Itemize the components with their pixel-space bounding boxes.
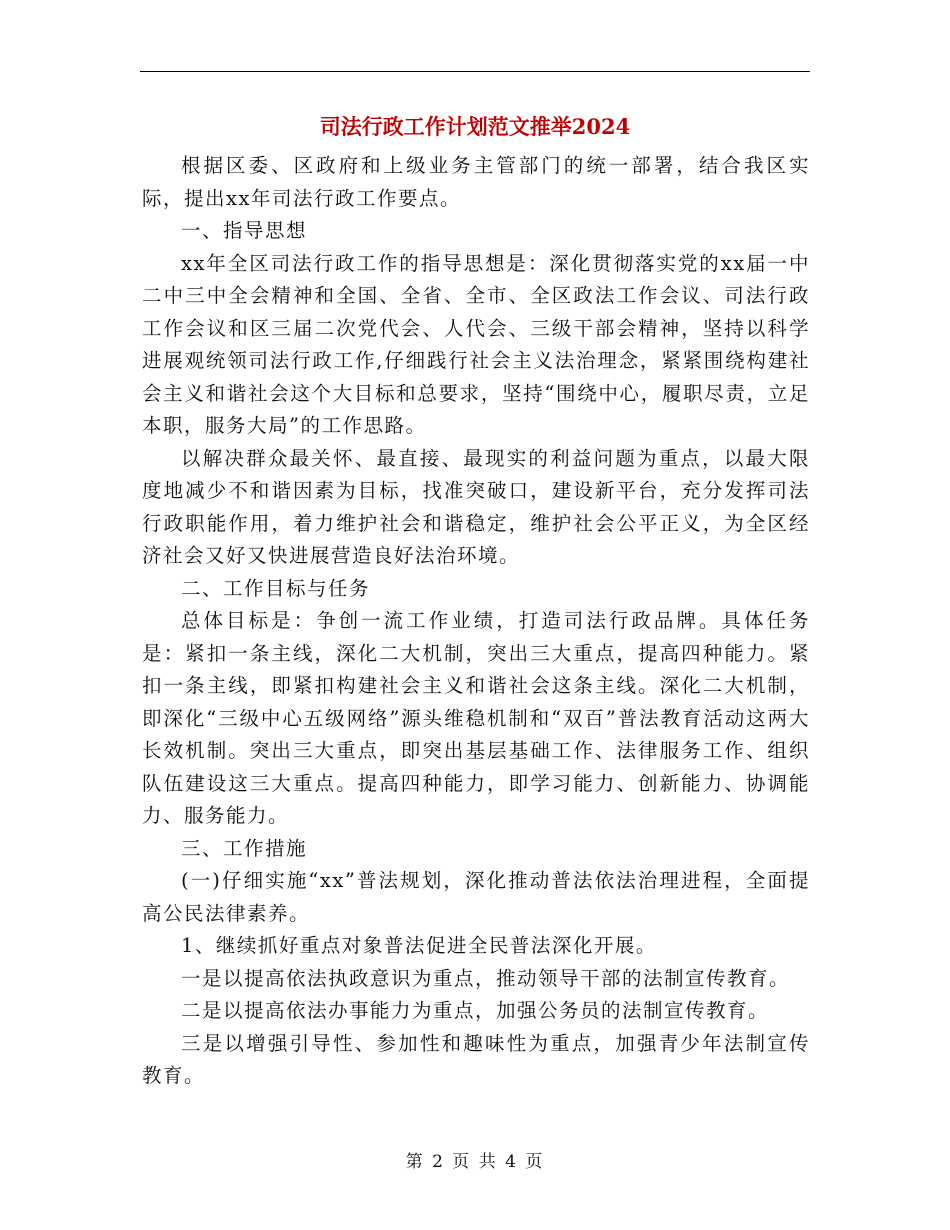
current-page-number: 2 xyxy=(432,1152,445,1172)
page-mid: 页 共 xyxy=(452,1152,498,1172)
document-title: 司法行政工作计划范文推举2024 xyxy=(319,114,631,139)
section-heading-goals-tasks: 二、工作目标与任务 xyxy=(181,576,371,600)
paragraph-guiding-ideology: xx年全区司法行政工作的指导思想是：深化贯彻落实党的xx届一中二中三中全会精神和全国、全省、全市、全区政法工作会议、司法行政工作会议和区三届二次党代会、人代会、三级干部会精神，坚持以科学进展观统领司法行政工作,仔细践行社会主义法治理念，紧紧围绕构建社会主义和谐社会这个大目标和总要求，坚持“围绕中心，履职尽责，立足本职，服务大局”的工作思路。 xyxy=(142,251,810,437)
page-prefix: 第 xyxy=(405,1152,425,1172)
total-pages-number: 4 xyxy=(505,1152,518,1172)
paragraph-focus: 以解决群众最关怀、最直接、最现实的利益问题为重点，以最大限度地减少不和谐因素为目标，找准突破口，建设新平台，充分发挥司法行政职能作用，着力维护社会和谐稳定，维护社会公平正义，为全区经济社会又好又快进展营造良好法治环境。 xyxy=(142,446,810,567)
paragraph-intro: 根据区委、区政府和上级业务主管部门的统一部署，结合我区实际，提出xx年司法行政工作要点。 xyxy=(142,154,810,210)
page-suffix: 页 xyxy=(525,1152,545,1172)
header-rule xyxy=(140,71,810,72)
paragraph-point-1: 一是以提高依法执政意识为重点，推动领导干部的法制宣传教育。 xyxy=(181,966,791,990)
section-heading-measures: 三、工作措施 xyxy=(181,836,308,860)
page-footer xyxy=(0,1150,950,1174)
paragraph-goals-tasks: 总体目标是：争创一流工作业绩，打造司法行政品牌。具体任务是：紧扣一条主线，深化二大机制，突出三大重点，提高四种能力。紧扣一条主线，即紧扣构建社会主义和谐社会这条主线。深化二大机制，即深化“三级中心五级网络”源头维稳机制和“双百”普法教育活动这两大长效机制。突出三大重点，即突出基层基础工作、法律服务工作、组织队伍建设这三大重点。提高四种能力，即学习能力、创新能力、协调能力、服务能力。 xyxy=(142,609,810,827)
paragraph-measure-1: (一)仔细实施“xx”普法规划，深化推动普法依法治理进程，全面提高公民法律素养。 xyxy=(142,869,810,925)
paragraph-subitem-1: 1、继续抓好重点对象普法促进全民普法深化开展。 xyxy=(181,934,657,957)
section-heading-guiding-ideology: 一、指导思想 xyxy=(181,219,308,242)
paragraph-point-2: 二是以提高依法办事能力为重点，加强公务员的法制宣传教育。 xyxy=(181,999,770,1022)
document-body xyxy=(142,150,810,1093)
paragraph-point-3: 三是以增强引导性、参加性和趣味性为重点，加强青少年法制宣传教育。 xyxy=(142,1031,810,1087)
